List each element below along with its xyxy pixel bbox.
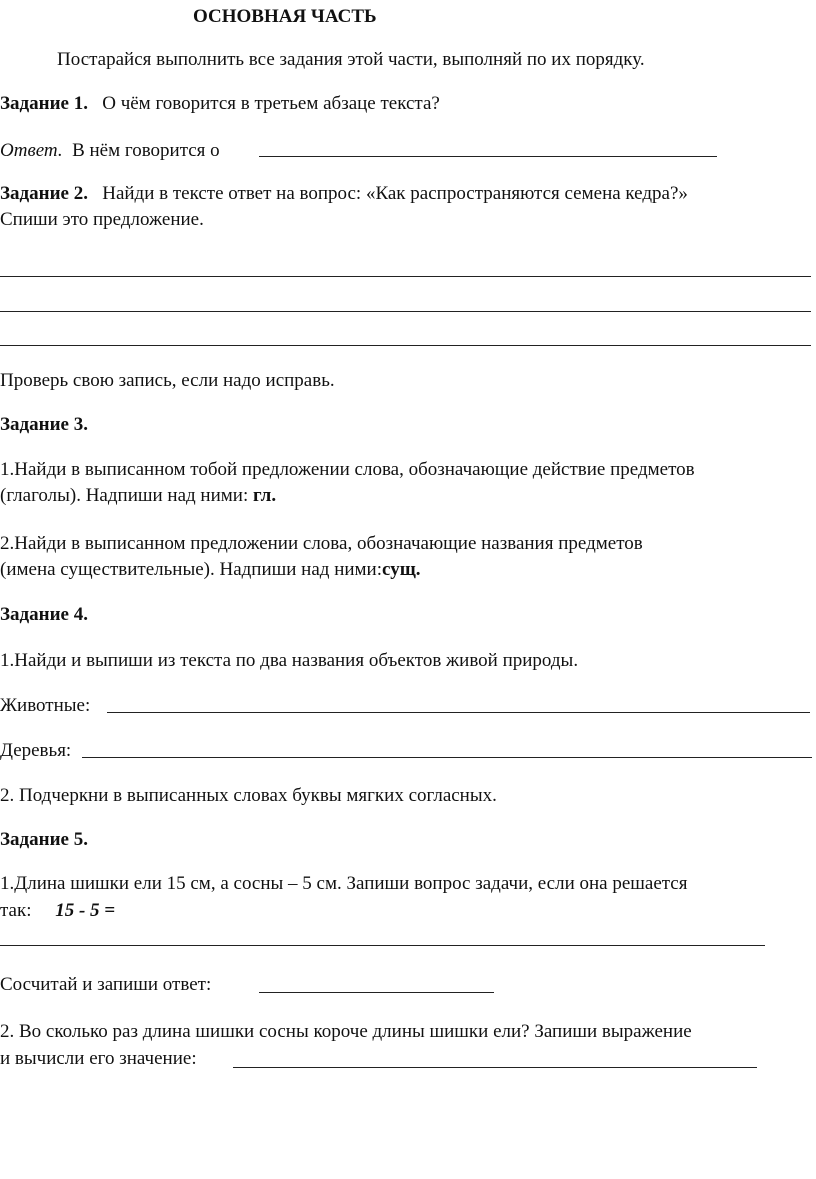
task-4-p1: 1.Найди и выпиши из текста по два названия объектов живой природы. bbox=[0, 650, 579, 671]
count-answer-line[interactable] bbox=[259, 992, 494, 993]
task-3-p2-line2 bbox=[0, 558, 421, 582]
answer-line-2[interactable] bbox=[0, 276, 811, 277]
task-3-p2-line2-text: (имена существительные). Надпиши над ними: bbox=[0, 559, 383, 580]
expression-answer-line[interactable] bbox=[233, 1067, 757, 1068]
animals-answer-line[interactable] bbox=[107, 712, 810, 713]
count-label: Сосчитай и запиши ответ: bbox=[0, 974, 212, 995]
answer-line-4[interactable] bbox=[0, 345, 811, 346]
task-1-label: Задание 1. bbox=[0, 93, 88, 114]
task-3-p1-line2-text: (глаголы). Надпиши над ними: bbox=[0, 485, 249, 506]
answer-line-3[interactable] bbox=[0, 311, 811, 312]
task-4-label bbox=[0, 603, 88, 627]
task-5-p1-line1: 1.Длина шишки ели 15 см, а сосны – 5 см. Запиши вопрос задачи, если она решается bbox=[0, 873, 688, 894]
trees-answer-line[interactable] bbox=[82, 757, 812, 758]
answer-label: Ответ. bbox=[0, 140, 63, 161]
task-1-answer bbox=[0, 139, 220, 163]
noun-mark: сущ. bbox=[382, 559, 421, 580]
task-3-label bbox=[0, 413, 88, 437]
task-2-label: Задание 2. bbox=[0, 183, 88, 204]
task-3-label-text: Задание 3. bbox=[0, 414, 88, 435]
question-answer-line[interactable] bbox=[0, 945, 765, 946]
task-5-p1-line2-text: так: bbox=[0, 900, 32, 921]
task-5-p2-line2: и вычисли его значение: bbox=[0, 1048, 197, 1069]
task-2 bbox=[0, 182, 688, 206]
intro-text: Постарайся выполнить все задания этой части, выполняй по их порядку. bbox=[57, 49, 645, 70]
task-1-text: О чём говорится в третьем абзаце текста? bbox=[102, 93, 440, 114]
page-title: ОСНОВНАЯ ЧАСТЬ bbox=[193, 6, 377, 27]
answer-text: В нём говорится о bbox=[72, 140, 220, 161]
answer-line-1[interactable] bbox=[259, 156, 717, 157]
task-4-label-text: Задание 4. bbox=[0, 604, 88, 625]
task-5-p1-line2 bbox=[0, 899, 115, 923]
task-3-p2-line1: 2.Найди в выписанном предложении слова, обозначающие названия предметов bbox=[0, 533, 643, 554]
task-5-p2-line1: 2. Во сколько раз длина шишки сосны короче длины шишки ели? Запиши выражение bbox=[0, 1021, 692, 1042]
check-text: Проверь свою запись, если надо исправь. bbox=[0, 370, 335, 391]
task-2-text-2: Спиши это предложение. bbox=[0, 209, 204, 230]
math-expression: 15 - 5 = bbox=[55, 900, 116, 921]
task-5-label bbox=[0, 828, 88, 852]
task-4-p2: 2. Подчеркни в выписанных словах буквы мягких согласных. bbox=[0, 785, 497, 806]
task-3-p1-line2 bbox=[0, 484, 276, 508]
task-3-p1-line1: 1.Найди в выписанном тобой предложении слова, обозначающие действие предметов bbox=[0, 459, 695, 480]
verb-mark: гл. bbox=[253, 485, 277, 506]
task-1 bbox=[0, 92, 440, 116]
trees-label: Деревья: bbox=[0, 740, 72, 761]
task-5-label-text: Задание 5. bbox=[0, 829, 88, 850]
task-2-text: Найди в тексте ответ на вопрос: «Как распространяются семена кедра?» bbox=[102, 183, 688, 204]
animals-label: Животные: bbox=[0, 695, 91, 716]
